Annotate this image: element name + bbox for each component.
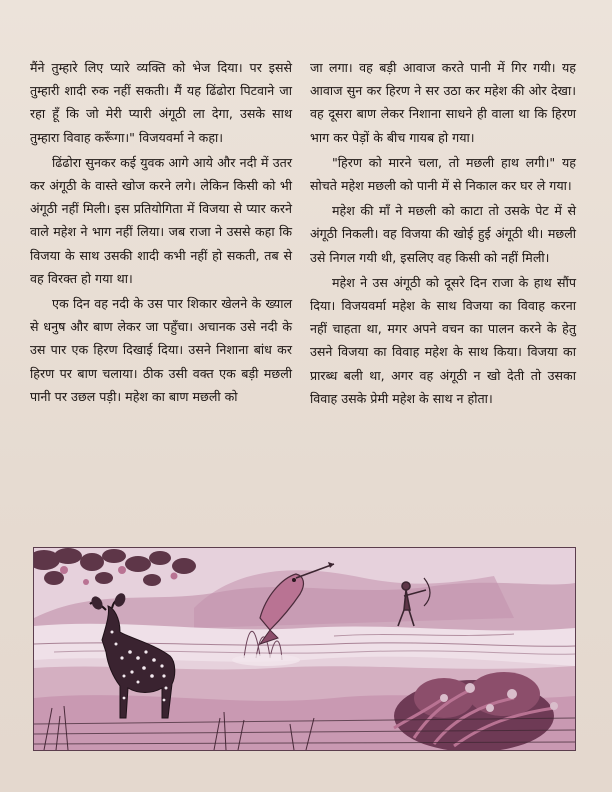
paragraph-left-2: ढिंढोरा सुनकर कई युवक आगे आये और नदी में उतर कर अंगूठी के वास्ते खोज करने लगे। लेकिन किसी को भी अंगूठी नहीं मिली। इस प्रतियोगिता में विजया से प्यार करने वाले महेश ने भाग नहीं लिया। जब राजा ने उससे कहा कि विजया के साथ उसकी शादी कभी नहीं हो सकती, तब से वह विरक्त हो गया था। (30, 154, 292, 286)
paragraph-right-3: महेश की माँ ने मछली को काटा तो उसके पेट में से अंगूठी निकली। वह विजया की खोई हुई अंगूठी थी। मछली उसे निगल गयी थी, इसलिए वह किसी को नहीं मिली। (310, 203, 576, 265)
illustration-scene (34, 548, 575, 750)
paragraph-right-4: महेश ने उस अंगूठी को दूसरे दिन राजा के हाथ सौंप दिया। विजयवर्मा महेश के साथ विजया का विवाह करना नहीं चाहता था, मगर अपने वचन का पालन करने के हेतु उसने विजया का विवाह महेश के साथ किया। विजया का प्रारब्ध बली था, अगर वह अंगूठी न खो देती तो उसका विवाह उसके प्रेमी महेश के साथ न होता। (310, 274, 576, 406)
text-column-right (310, 56, 576, 410)
text-column-left (30, 56, 292, 408)
story-illustration (33, 547, 576, 751)
paragraph-left-3: एक दिन वह नदी के उस पार शिकार खेलने के ख्याल से धनुष और बाण लेकर जा पहुँचा। अचानक उसे नदी के उस पार एक हिरण दिखाई दिया। उसने निशाना बांध कर हिरण पर बाण चलाया। ठीक उसी वक्त एक बड़ी मछली पानी पर उछल पड़ी। महेश का बाण मछली को (30, 296, 292, 404)
paragraph-right-1: जा लगा। वह बड़ी आवाज करते पानी में गिर गयी। यह आवाज सुन कर हिरण ने सर उठा कर महेश की ओर देखा। वह दूसरा बाण लेकर निशाना साधने ही वाला था कि हिरण भाग कर पेड़ों के बीच गायब हो गया। (310, 60, 576, 145)
paragraph-right-2: "हिरण को मारने चला, तो मछली हाथ लगी।" यह सोचते महेश मछली को पानी में से निकाल कर घर ले गया। (310, 154, 576, 194)
paragraph-left-1: मैंने तुम्हारे लिए प्यारे व्यक्ति को भेज दिया। पर इससे तुम्हारी शादी रुक नहीं सकती। मैं यह ढिंढोरा पिटवाने जा रहा हूँ कि जो मेरी प्यारी अंगूठी ला देगा, उसके साथ तुम्हारा विवाह करूँगा।" विजयवर्मा ने कहा। (30, 60, 292, 145)
